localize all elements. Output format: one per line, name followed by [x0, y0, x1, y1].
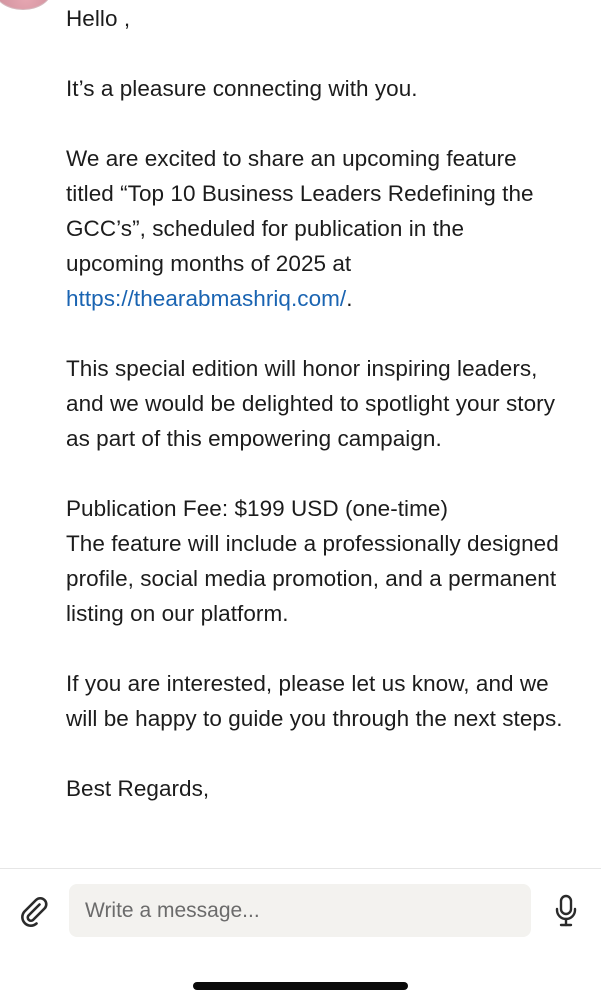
message-fee-line: Publication Fee: $199 USD (one-time) [66, 496, 448, 521]
message-composer [0, 869, 601, 1000]
message-body [66, 1, 566, 806]
message-input[interactable] [69, 884, 531, 937]
message-feature-paragraph [66, 141, 566, 316]
paragraph-spacer [66, 36, 566, 71]
message-next-steps: If you are interested, please let us know, and we will be happy to guide you through the next steps. [66, 671, 563, 731]
feature-paragraph-end: . [346, 286, 353, 311]
paragraph-spacer [66, 736, 566, 771]
paragraph-spacer [66, 106, 566, 141]
message-closing: Best Regards, [66, 776, 210, 801]
paragraph-spacer [66, 316, 566, 351]
message-feature-details: The feature will include a professionally designed profile, social media promotion, and a permanent listing on our platform. [66, 531, 559, 626]
paperclip-icon [18, 895, 50, 932]
paragraph-spacer [66, 631, 566, 666]
microphone-icon [554, 894, 578, 933]
voice-message-button[interactable] [548, 893, 584, 933]
message-greeting: Hello , [66, 6, 131, 31]
website-link[interactable]: https://thearabmashriq.com/ [66, 286, 347, 311]
sender-avatar[interactable] [0, 0, 52, 10]
attach-button[interactable] [14, 893, 54, 933]
feature-paragraph-text: We are excited to share an upcoming feature titled “Top 10 Business Leaders Redefining the GCC’s”, scheduled for publication in the upcoming months of 2025 at [66, 146, 534, 276]
message-edition-paragraph: This special edition will honor inspiring leaders, and we would be delighted to spotlight your story as part of this empowering campaign. [66, 356, 556, 451]
paragraph-spacer [66, 456, 566, 491]
message-intro: It’s a pleasure connecting with you. [66, 76, 418, 101]
home-indicator [193, 982, 408, 990]
